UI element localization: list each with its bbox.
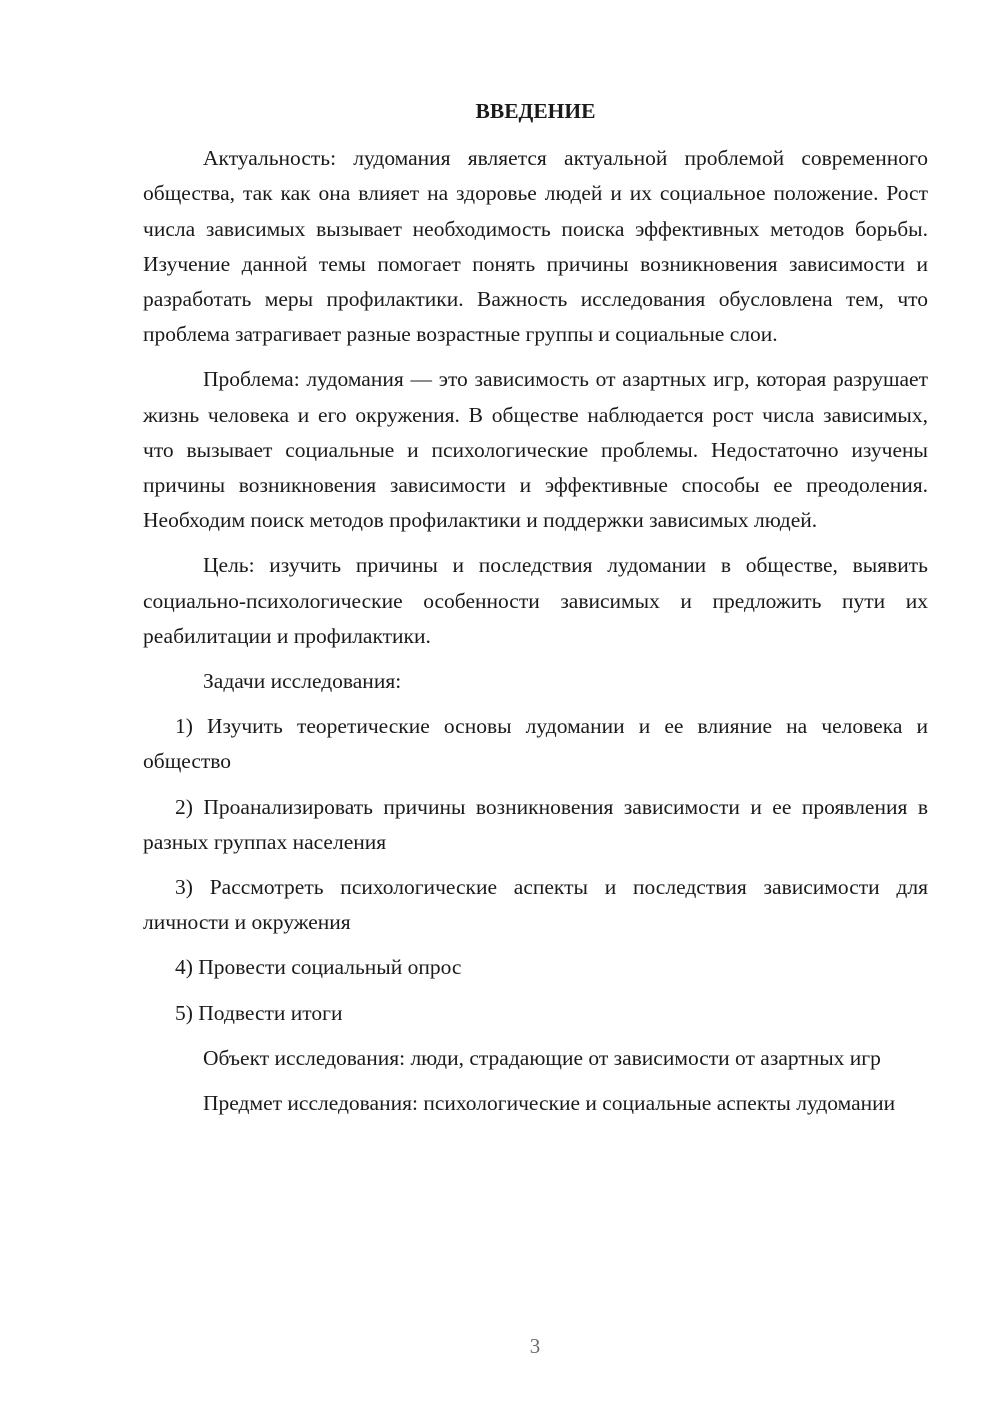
paragraph-subject: Предмет исследования: психологические и социальные аспекты лудомании <box>203 1091 896 1116</box>
task-item-5: 5) Подвести итоги <box>175 1000 343 1025</box>
page-number: 3 <box>529 1334 541 1358</box>
task-item-1: 1) Изучить теоретические основы лудомании и ее влияние на человека и общество <box>143 714 928 774</box>
page-content <box>143 94 928 1131</box>
paragraph-tasks-heading: Задачи исследования: <box>203 669 402 694</box>
task-item-2: 2) Проанализировать причины возникновения зависимости и ее проявления в разных группах населения <box>143 794 928 854</box>
paragraph-goal: Цель: изучить причины и последствия лудомании в обществе, выявить социально-психологические особенности зависимых и предложить пути их реабилитации и профилактики. <box>143 553 928 648</box>
task-item-3: 3) Рассмотреть психологические аспекты и последствия зависимости для личности и окружения <box>143 875 928 935</box>
task-item-4: 4) Провести социальный опрос <box>175 955 462 980</box>
page-title: ВВЕДЕНИЕ <box>475 99 596 123</box>
paragraph-object: Объект исследования: люди, страдающие от зависимости от азартных игр <box>203 1045 881 1070</box>
paragraph-problem: Проблема: лудомания — это зависимость от азартных игр, которая разрушает жизнь человека и его окружения. В обществе наблюдается рост числа зависимых, что вызывает социальные и психологические проблемы. Недостаточно изучены причины возникновения зависимости и эффективные способы ее преодоления. Необходим поиск методов профилактики и поддержки зависимых людей. <box>143 367 928 533</box>
paragraph-relevance: Актуальность: лудомания является актуальной проблемой современного общества, так как она влияет на здоровье людей и их социальное положение. Рост числа зависимых вызывает необходимость поиска эффективных методов борьбы. Изучение данной темы помогает понять причины возникновения зависимости и разработать меры профилактики. Важность исследования обусловлена тем, что проблема затрагивает разные возрастные группы и социальные слои. <box>143 146 928 347</box>
